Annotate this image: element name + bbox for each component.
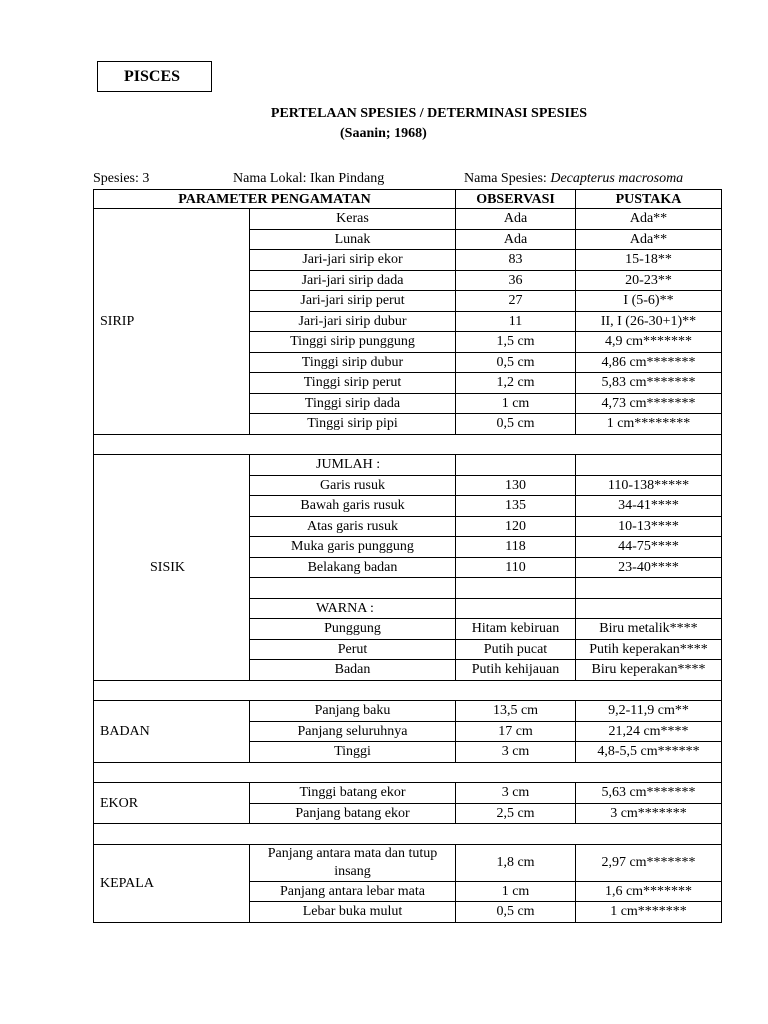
observasi-cell: 36 [456,270,576,291]
parameter-cell: Panjang antara lebar mata [250,881,456,902]
sisik-group-label: SISIK [94,455,250,681]
parameter-cell: Panjang baku [250,701,456,722]
spacer-row [94,824,722,845]
parameter-cell: Punggung [250,619,456,640]
observasi-cell: Putih kehijauan [456,660,576,681]
parameter-cell: Jari-jari sirip dada [250,270,456,291]
local-name: Nama Lokal: Ikan Pindang [233,171,385,186]
observasi-cell: 3 cm [456,742,576,763]
parameter-cell: Tinggi sirip dubur [250,352,456,373]
parameter-cell: Jari-jari sirip perut [250,291,456,312]
parameter-cell: Tinggi sirip perut [250,373,456,394]
observasi-cell: Hitam kebiruan [456,619,576,640]
observasi-cell: 0,5 cm [456,902,576,923]
parameter-cell: Keras [250,209,456,230]
observasi-cell [456,455,576,476]
species-name: Nama Spesies: Decapterus macrosoma [464,171,684,186]
parameter-cell: Tinggi sirip punggung [250,332,456,353]
pustaka-cell: 23-40**** [576,557,722,578]
observasi-cell: 1,5 cm [456,332,576,353]
observasi-cell: Ada [456,229,576,250]
observasi-cell: 120 [456,516,576,537]
observasi-cell: 2,5 cm [456,803,576,824]
parameter-cell: Tinggi [250,742,456,763]
observasi-cell: Ada [456,209,576,230]
spacer-row [94,680,722,701]
pustaka-cell: 4,9 cm******* [576,332,722,353]
pustaka-cell: 2,97 cm******* [576,844,722,881]
parameter-cell: Belakang badan [250,557,456,578]
pustaka-cell: 1 cm******* [576,902,722,923]
pustaka-cell: 21,24 cm**** [576,721,722,742]
pustaka-cell: 1,6 cm******* [576,881,722,902]
parameter-cell: Bawah garis rusuk [250,496,456,517]
table-row [94,209,722,230]
pisces-box: PISCES [97,61,212,92]
observasi-cell: 1 cm [456,881,576,902]
parameter-cell: Tinggi sirip dada [250,393,456,414]
parameter-cell: Tinggi sirip pipi [250,414,456,435]
subgroup-label: JUMLAH : [250,455,456,476]
parameter-cell: Badan [250,660,456,681]
pustaka-cell [576,598,722,619]
observasi-cell: 3 cm [456,783,576,804]
observasi-cell: 1,8 cm [456,844,576,881]
spacer-cell [94,680,722,701]
pustaka-cell: 34-41**** [576,496,722,517]
observasi-cell [456,578,576,599]
observasi-cell: 1 cm [456,393,576,414]
parameter-cell: Lebar buka mulut [250,902,456,923]
spacer-cell [94,762,722,783]
subgroup-label: WARNA : [250,598,456,619]
pustaka-cell: Ada** [576,209,722,230]
table-row [94,844,722,881]
observasi-cell: 0,5 cm [456,352,576,373]
observasi-cell [456,598,576,619]
pustaka-cell: Ada** [576,229,722,250]
observasi-cell: 27 [456,291,576,312]
pustaka-cell: 44-75**** [576,537,722,558]
badan-group-label: BADAN [94,701,250,763]
parameter-cell: Muka garis punggung [250,537,456,558]
observasi-cell: 0,5 cm [456,414,576,435]
observasi-cell: 1,2 cm [456,373,576,394]
parameter-cell: Jari-jari sirip dubur [250,311,456,332]
pustaka-cell: II, I (26-30+1)** [576,311,722,332]
pustaka-cell: I (5-6)** [576,291,722,312]
spacer-cell [94,434,722,455]
parameter-cell: Garis rusuk [250,475,456,496]
observasi-cell: Putih pucat [456,639,576,660]
pustaka-cell: Biru keperakan**** [576,660,722,681]
pustaka-cell: Biru metalik**** [576,619,722,640]
observasi-cell: 130 [456,475,576,496]
spacer-row [94,434,722,455]
observasi-cell: 118 [456,537,576,558]
observasi-cell: 11 [456,311,576,332]
parameter-cell: Panjang seluruhnya [250,721,456,742]
pustaka-cell: Putih keperakan**** [576,639,722,660]
pustaka-cell: 9,2-11,9 cm** [576,701,722,722]
page-subtitle: (Saanin; 1968) [340,126,427,141]
pustaka-cell: 5,83 cm******* [576,373,722,394]
observasi-cell: 135 [456,496,576,517]
ekor-group-label: EKOR [94,783,250,824]
page-title: PERTELAAN SPESIES / DETERMINASI SPESIES [270,106,588,121]
kepala-group-label: KEPALA [94,844,250,922]
observasi-cell: 17 cm [456,721,576,742]
pustaka-cell [576,455,722,476]
pustaka-cell: 4,73 cm******* [576,393,722,414]
spesies-number: Spesies: 3 [93,171,150,186]
parameter-cell: Jari-jari sirip ekor [250,250,456,271]
pustaka-cell [576,578,722,599]
parameter-cell: Perut [250,639,456,660]
table-row [94,783,722,804]
table-row [94,455,722,476]
sirip-group-label: SIRIP [94,209,250,435]
pustaka-cell: 3 cm******* [576,803,722,824]
header-parameter: PARAMETER PENGAMATAN [94,190,456,209]
pustaka-cell: 20-23** [576,270,722,291]
pustaka-cell: 4,86 cm******* [576,352,722,373]
pustaka-cell: 1 cm******** [576,414,722,435]
header-observasi: OBSERVASI [456,190,576,209]
pustaka-cell: 15-18** [576,250,722,271]
parameter-cell: Lunak [250,229,456,250]
spacer-row [94,762,722,783]
observasi-cell: 83 [456,250,576,271]
header-pustaka: PUSTAKA [576,190,722,209]
spacer-cell [94,824,722,845]
pustaka-cell: 10-13**** [576,516,722,537]
observasi-cell: 13,5 cm [456,701,576,722]
pustaka-cell: 5,63 cm******* [576,783,722,804]
parameter-cell [250,578,456,599]
pustaka-cell: 4,8-5,5 cm****** [576,742,722,763]
parameter-cell: Atas garis rusuk [250,516,456,537]
table-header-row [94,190,722,209]
parameter-cell: Panjang batang ekor [250,803,456,824]
parameter-cell: Tinggi batang ekor [250,783,456,804]
species-table [93,189,722,923]
observasi-cell: 110 [456,557,576,578]
parameter-cell: Panjang antara mata dan tutup insang [250,844,456,881]
pustaka-cell: 110-138***** [576,475,722,496]
table-row [94,701,722,722]
